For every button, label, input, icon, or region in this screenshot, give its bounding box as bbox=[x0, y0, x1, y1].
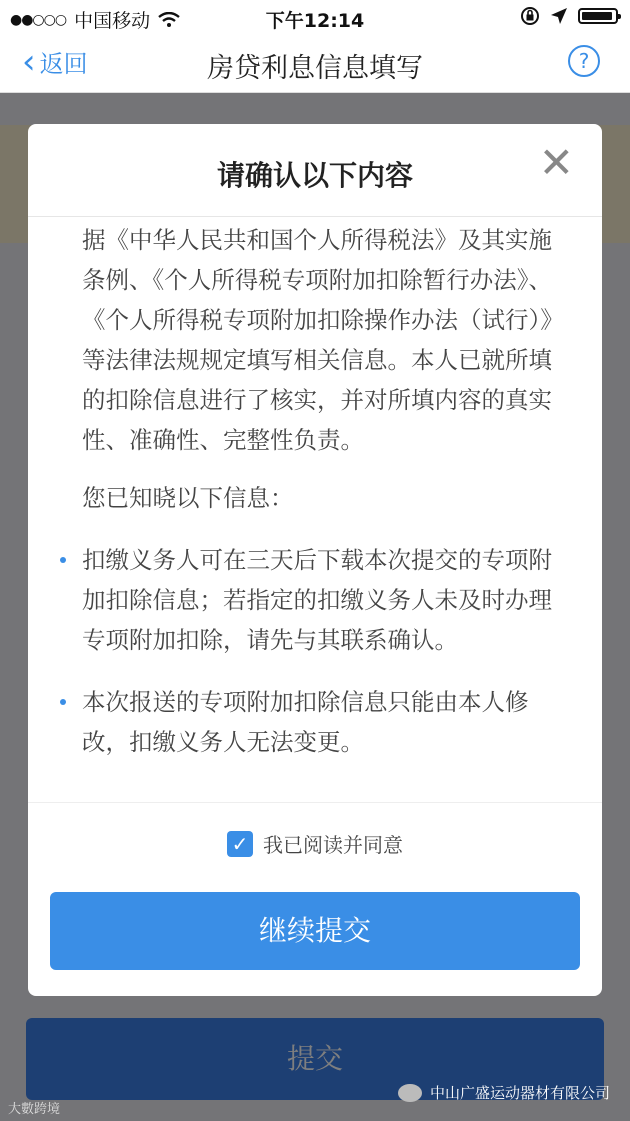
agree-checkbox-row[interactable] bbox=[28, 829, 602, 858]
list-item bbox=[82, 540, 570, 660]
header-divider bbox=[28, 216, 602, 217]
wechat-icon bbox=[398, 1084, 422, 1102]
help-button[interactable]: ? bbox=[568, 45, 600, 77]
declaration-text: 据《中华人民共和国个人所得税法》及其实施条例、《个人所得税专项附加扣除暂行办法》、《个人所得税专项附加扣除操作办法（试行）》等法律法规规定填写相关信息。本人已就所填的扣除信息进行了核实，并对所填内容的真实性、准确性、完整性负责。 bbox=[82, 226, 564, 454]
status-right bbox=[520, 6, 618, 26]
carrier-name: 中国移动 bbox=[74, 10, 151, 32]
page-title: 房贷利息信息填写 bbox=[207, 53, 423, 84]
close-icon[interactable]: ✕ bbox=[538, 138, 574, 187]
status-bar bbox=[0, 0, 630, 34]
signal-icon: ●●○○○ bbox=[10, 11, 67, 28]
bullet-text: 本次报送的专项附加扣除信息只能由本人修改，扣缴义务人无法变更。 bbox=[82, 688, 529, 756]
confirm-dialog bbox=[28, 124, 602, 996]
nav-bar bbox=[0, 34, 630, 93]
bullet-dot-icon bbox=[60, 699, 66, 705]
status-time: 下午12:14 bbox=[265, 10, 365, 32]
list-item bbox=[82, 682, 570, 762]
notice-heading: 您已知晓以下信息： bbox=[82, 484, 294, 512]
chevron-left-icon: ‹ bbox=[22, 41, 36, 82]
bullet-text: 扣缴义务人可在三天后下载本次提交的专项附加扣除信息；若指定的扣缴义务人未及时办理专项附加扣除，请先与其联系确认。 bbox=[82, 546, 552, 654]
continue-submit-button[interactable]: 继续提交 bbox=[50, 892, 580, 970]
watermark-company: 中山广盛运动器材有限公司 bbox=[429, 1084, 610, 1102]
battery-icon bbox=[578, 8, 618, 24]
location-arrow-icon bbox=[550, 7, 568, 25]
checkbox-checked-icon[interactable]: ✓ bbox=[227, 831, 253, 857]
watermark-left: 大數跨境 bbox=[8, 1102, 61, 1117]
rotation-lock-icon bbox=[520, 6, 540, 26]
dialog-title: 请确认以下内容 bbox=[216, 159, 413, 192]
watermark-right bbox=[398, 1082, 610, 1103]
bullet-dot-icon bbox=[60, 557, 66, 563]
agree-label: 我已阅读并同意 bbox=[263, 833, 403, 857]
dialog-body bbox=[82, 220, 570, 762]
back-label: 返回 bbox=[39, 50, 88, 78]
footer-divider bbox=[28, 802, 602, 803]
